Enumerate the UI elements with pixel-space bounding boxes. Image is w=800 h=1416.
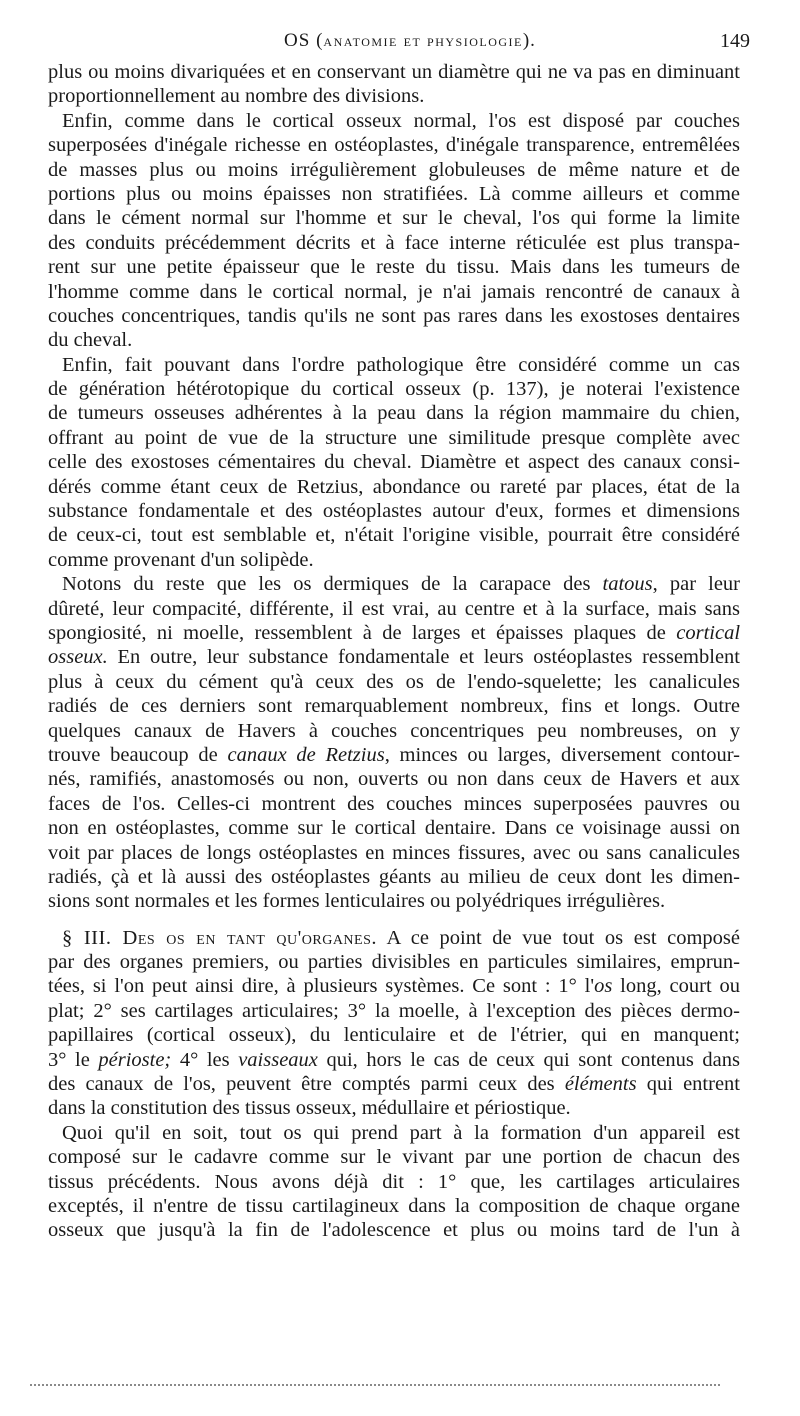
text-line: dans le cément normal sur l'homme et sur le cheval, l'os qui forme la limite [48, 207, 740, 230]
text-line: substance fondamentale et des ostéoplastes autour d'eux, formes et dimensions [48, 500, 740, 523]
text-line: proportionnellement au nombre des divisions. [48, 85, 425, 108]
text-line: l'homme comme dans le cortical normal, je n'ai jamais rencontré de canaux à [48, 280, 740, 303]
text-line: portions plus ou moins épaisses non stratifiées. Là comme ailleurs et comme [48, 182, 740, 205]
text-line: par des organes premiers, ou parties divisibles en particules similaires, emprun- [48, 951, 740, 974]
italic-term: tatous [602, 573, 653, 596]
paragraph-2 [48, 109, 740, 353]
page-number: 149 [720, 30, 750, 52]
italic-term: cortical [676, 621, 740, 644]
text-run: trouve beaucoup de [48, 743, 218, 766]
running-title-suffix: ). [522, 30, 536, 51]
text-line: dûreté, leur compacité, différente, il est vrai, au centre et à la surface, mais sans [48, 597, 740, 620]
text-run: qui entrent [636, 1073, 740, 1096]
text-run: 4° les [171, 1048, 230, 1071]
text-line: de ceux-ci, tout est semblable et, n'était l'origine visible, pourrait être considéré [48, 524, 740, 547]
text-run: , minces ou larges, diversement contour- [384, 743, 740, 766]
text-line: osseux que jusqu'à la fin de l'adolescence et plus ou moins tard de l'un à [48, 1219, 740, 1242]
page-header [0, 30, 800, 58]
text-line: de génération hétérotopique du cortical osseux (p. 137), je noterai l'existence [48, 378, 740, 401]
text-run: , par leur [652, 573, 740, 596]
italic-term: osseux. [48, 646, 108, 669]
text-line: papillaires (cortical osseux), du lenticulaire et de l'étrier, qui en manquent; [48, 1024, 740, 1047]
text-line: plat; 2° ses cartilages articulaires; 3° la moelle, à l'exception des pièces dermo- [48, 999, 740, 1022]
text-line: comme provenant d'un solipède. [48, 548, 314, 571]
text-line: des conduits précédemment décrits et à face interne réticulée est plus transpa- [48, 231, 740, 254]
italic-term: os [594, 975, 613, 998]
text-line: du cheval. [48, 329, 133, 352]
text-line [48, 974, 740, 998]
paragraph-6 [48, 1121, 740, 1243]
italic-term: périoste; [98, 1048, 172, 1071]
text-line: voit par places de longs ostéoplastes en minces fissures, avec ou sans canalicules [48, 841, 740, 864]
text-line [48, 1048, 740, 1072]
text-run: En outre, leur substance fondamentale et leurs ostéoplastes ressemblent [107, 646, 740, 669]
italic-term: vaisseaux [238, 1048, 318, 1071]
text-line: rent sur une petite épaisseur que le reste du tissu. Mais dans les tumeurs de [48, 256, 740, 279]
text-line: non en ostéoplastes, comme sur le cortical dentaire. Dans ce voisinage aussi on [48, 817, 740, 840]
text-line: plus ou moins divariquées et en conservant un diamètre qui ne va pas en diminuant [48, 61, 740, 83]
paragraph-1 [48, 60, 740, 109]
text-run: A ce point de vue tout os est composé [386, 926, 740, 949]
text-run: spongiosité, ni moelle, ressemblent à de larges et épaisses plaques de [48, 621, 666, 644]
body-text [48, 60, 740, 1243]
text-run: 3° le [48, 1048, 90, 1071]
text-line: couches concentriques, tandis qu'ils ne sont pas rares dans les exostoses dentaires [48, 304, 740, 327]
text-line: Quoi qu'il en soit, tout os qui prend part à la formation d'un appareil est [62, 1121, 740, 1144]
text-run: tées, si l'on peut ainsi dire, à plusieurs systèmes. Ce sont : 1° l' [48, 975, 595, 998]
text-line [48, 645, 740, 669]
running-title-main: anatomie et physiologie [323, 31, 523, 50]
text-run: Notons du reste que les os dermiques de la carapace des [62, 573, 591, 596]
text-line [48, 572, 740, 596]
text-line [48, 1072, 740, 1096]
italic-term: canaux de Retzius [227, 743, 385, 766]
paragraph-4 [48, 572, 740, 913]
footer-dotted-rule [30, 1384, 720, 1386]
text-line: exceptés, il n'entre de tissu cartilagineux dans la composition de chaque organe [48, 1194, 740, 1217]
text-line: radiés de ces derniers sont remarquablement nombreux, fins et longs. Outre [48, 695, 740, 718]
section-spacer [48, 914, 740, 926]
text-line: Enfin, fait pouvant dans l'ordre pathologique être considéré comme un cas [62, 353, 740, 376]
text-line: nés, ramifiés, anastomosés ou non, ouverts ou non dans ceux de Havers et aux [48, 768, 740, 791]
text-line: faces de l'os. Celles-ci montrent des couches minces superposées pauvres ou [48, 792, 740, 815]
text-line: de masses plus ou moins irrégulièrement globuleuses de même nature et de [48, 158, 740, 181]
text-line: superposées d'inégale richesse en ostéoplastes, d'inégale transparence, entremêlées [48, 134, 740, 157]
text-line: quelques canaux de Havers à couches concentriques peu nombreuses, on y [48, 719, 740, 742]
text-line: Enfin, comme dans le cortical osseux normal, l'os est disposé par couches [62, 109, 740, 132]
text-line: sions sont normales et les formes lenticulaires ou polyédriques irrégulières. [48, 890, 666, 913]
text-line: radiés, çà et là aussi des ostéoplastes géants au milieu de ceux dont les dimen- [48, 865, 740, 888]
section-heading: § III. Des os en tant qu'organes. [62, 926, 378, 949]
text-line [48, 621, 740, 645]
running-title [220, 30, 600, 52]
text-line: offrant au point de vue de la structure une similitude presque complète avec [48, 426, 740, 449]
text-line: de tumeurs osseuses adhérentes à la peau dans la région mammaire du chien, [48, 402, 740, 425]
text-run: long, court ou [612, 975, 740, 998]
text-line: composé sur le cadavre comme sur le vivant par une portion de chacun des [48, 1146, 740, 1169]
text-line: dans la constitution des tissus osseux, médullaire et périostique. [48, 1097, 571, 1120]
paragraph-5-section-iii [48, 926, 740, 1121]
text-line [48, 926, 740, 950]
text-line [48, 743, 740, 767]
running-title-prefix: OS ( [284, 30, 324, 51]
text-line: tissus précédents. Nous avons déjà dit : 1° que, les cartilages articulaires [48, 1170, 740, 1193]
paragraph-3 [48, 353, 740, 573]
text-run: des canaux de l'os, peuvent être comptés parmi ceux des [48, 1073, 555, 1096]
text-line: celle des exostoses cémentaires du cheval. Diamètre et aspect des canaux consi- [48, 451, 740, 474]
text-run: qui, hors le cas de ceux qui sont contenus dans [317, 1048, 740, 1071]
italic-term: éléments [564, 1073, 637, 1096]
text-line: plus à ceux du cément qu'à ceux des os de l'endo-squelette; les canalicules [48, 670, 740, 693]
text-line: dérés comme étant ceux de Retzius, abondance ou rareté par places, état de la [48, 475, 740, 498]
